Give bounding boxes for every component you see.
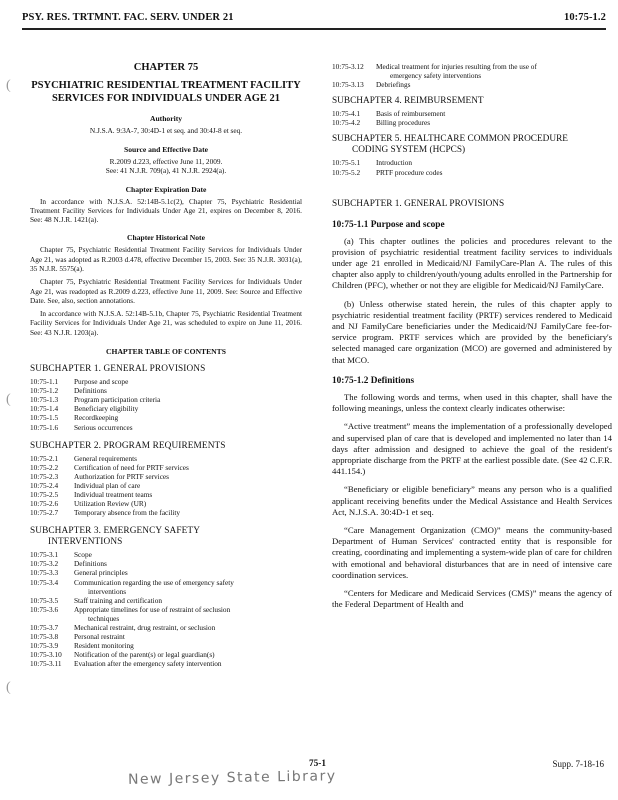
chapter-subtitle: PSYCHIATRIC RESIDENTIAL TREATMENT FACILITY SERVICES FOR INDIVIDUALS UNDER AGE 21: [31, 80, 301, 104]
toc-subchapter-5: SUBCHAPTER 5. HEALTHCARE COMMON PROCEDURE: [332, 134, 568, 145]
toc-subchapter-5-line2: CODING SYSTEM (HCPCS): [352, 145, 466, 156]
section-1-1-title: 10:75-1.1 Purpose and scope: [332, 219, 445, 230]
historical-note-2: Chapter 75, Psychiatric Residential Treatment Facility Services for Individuals Under Age 21, was readopted as R.2009 d.223, effective June 11, 2009. See: Source and Effective Date. See, also, section annotations.: [30, 277, 302, 305]
toc-item: 10:75-3.8 Personal restraint: [30, 632, 125, 642]
toc-item: 10:75-3.12 Medical treatment for injuries resulting from the use of: [332, 62, 537, 71]
toc-subchapter-1: SUBCHAPTER 1. GENERAL PROVISIONS: [30, 364, 206, 375]
historical-note-1: Chapter 75, Psychiatric Residential Treatment Facility Services for Individuals Under Age 21, was adopted as R.2003 d.478, effective December 15, 2003. See: 35 N.J.R. 3031(a), 35 N.J.R. 5575(a).: [30, 245, 302, 273]
section-1-1-b: (b) Unless otherwise stated herein, the rules of this chapter apply to psychiatric residential treatment facility (PRTF) services rendered to Medicaid and NJ FamilyCare beneficiaries under the Medicaid/NJ FamilyCare fee-for-service program. PRTF services which are provided by the beneficiary's selected managed care organization (MCO) are governed and administered by that MCO.: [332, 298, 612, 365]
definition-cmo: “Care Management Organization (CMO)” means the community-based Department of Human Services' contracted entity that is responsible for creating, coordinating and implementing a system-wide plan of care for children with emotional and behavioral disturbances that are in need of intensive care coordination services.: [332, 524, 612, 580]
toc-list-1: [30, 377, 302, 432]
toc-item: 10:75-3.13 Debriefings: [332, 80, 411, 90]
chapter-title: CHAPTER 75: [133, 62, 199, 73]
running-header: [22, 12, 606, 26]
toc-list-3: [30, 550, 302, 668]
toc-subchapter-4: SUBCHAPTER 4. REIMBURSEMENT: [332, 96, 484, 107]
toc-list-2: [30, 454, 302, 518]
toc-list-4: [332, 109, 612, 127]
toc-item: 10:75-3.4 Communication regarding the use of emergency safety: [30, 577, 234, 587]
toc-subchapter-2: SUBCHAPTER 2. PROGRAM REQUIREMENTS: [30, 440, 226, 451]
right-column: [332, 62, 612, 617]
section-1-2-intro: The following words and terms, when used in this chapter, shall have the following meanings, unless the context clearly indicates otherwise:: [332, 391, 612, 414]
toc-item: 10:75-1.4 Beneficiary eligibility: [30, 404, 139, 414]
toc-item: 10:75-3.9 Resident monitoring: [30, 641, 134, 651]
toc-subchapter-3-line2: INTERVENTIONS: [48, 537, 123, 548]
toc-item: 10:75-4.1 Basis of reimbursement: [332, 109, 446, 119]
expiration-text: In accordance with N.J.S.A. 52:14B-5.1c(2), Chapter 75, Psychiatric Residential Treatment Facility Services for Individuals Under Age 21, expires on December 8, 2016. See: 48 N.J.R. 1421(a).: [30, 196, 302, 225]
toc-item: 10:75-1.3 Program participation criteria: [30, 395, 161, 405]
toc-item: 10:75-3.1 Scope: [30, 550, 92, 560]
toc-item: 10:75-2.4 Individual plan of care: [30, 480, 141, 490]
toc-item: 10:75-3.2 Definitions: [30, 559, 107, 569]
authority-text: N.J.S.A. 9:3A-7, 30:4D-1 et seq. and 30:4J-8 et seq.: [89, 126, 243, 135]
toc-item: 10:75-3.10 Notification of the parent(s) or legal guardian(s): [30, 650, 215, 660]
toc-list-5: [332, 158, 612, 176]
source-line1: R.2009 d.223, effective June 11, 2009.: [109, 156, 223, 166]
toc-item: 10:75-3.11 Evaluation after the emergency safety intervention: [30, 659, 222, 669]
toc-item: 10:75-3.6 Appropriate timelines for use of restraint of seclusion: [30, 604, 231, 614]
section-1-1-a: (a) This chapter outlines the policies and procedures relevant to the provision of psychiatric residential treatment facility services to individuals under age 21 enrolled in Medicaid/NJ FamilyCare-Plan A. The rules of this chapter also apply to children/youth/young adults enrolled in the Partnership for Children (PFC), whether or not they are eligible for Medicaid/NJ FamilyCare.: [332, 235, 612, 291]
section-1-2-title: 10:75-1.2 Definitions: [332, 375, 415, 386]
source-heading: Source and Effective Date: [123, 144, 208, 154]
definition-active-treatment: “Active treatment” means the implementation of a professionally developed and supervised plan of care that is developed and implemented no later than 14 days after admission and designed to achieve the goal of the resident's appropriate discharge from the PRTF at the earliest possible date. (See 42 C.F.R. 441.154.): [332, 421, 612, 477]
toc-item: 10:75-3.3 General principles: [30, 568, 128, 578]
toc-item-continued: techniques: [88, 613, 120, 623]
toc-list-3-continued: [332, 62, 612, 89]
historical-note-3: In accordance with N.J.S.A. 52:14B-5.1b, Chapter 75, Psychiatric Residential Treatment Facility Services for Individuals Under Age 21, was scheduled to expire on June 11, 2016. See: 43 N.J.R. 1203(a).: [30, 309, 302, 337]
toc-item-continued: emergency safety interventions: [390, 71, 482, 81]
toc-item: 10:75-1.5 Recordkeeping: [30, 413, 119, 423]
source-line2: See: 41 N.J.R. 709(a), 41 N.J.R. 2924(a).: [105, 166, 227, 175]
definition-cms: “Centers for Medicare and Medicaid Services (CMS)” means the agency of the Federal Department of Health and: [332, 587, 612, 610]
expiration-heading: Chapter Expiration Date: [125, 184, 207, 194]
page-number: 75-1: [309, 759, 327, 769]
toc-item: 10:75-5.1 Introduction: [332, 158, 413, 168]
toc-item: 10:75-2.5 Individual treatment teams: [30, 490, 153, 499]
toc-item: 10:75-4.2 Billing procedures: [332, 118, 431, 128]
library-stamp: New Jersey State Library: [127, 768, 337, 788]
toc-title: CHAPTER TABLE OF CONTENTS: [106, 347, 226, 357]
toc-item: 10:75-3.5 Staff training and certification: [30, 595, 163, 605]
authority-heading: Authority: [149, 114, 183, 123]
toc-item: 10:75-1.2 Definitions: [30, 386, 107, 396]
header-rule: [22, 28, 606, 30]
toc-item: 10:75-1.1 Purpose and scope: [30, 377, 129, 387]
toc-subchapter-3: SUBCHAPTER 3. EMERGENCY SAFETY: [30, 526, 201, 537]
left-column: [30, 62, 302, 669]
toc-item: 10:75-2.3 Authorization for PRTF services: [30, 471, 170, 481]
toc-item: 10:75-2.2 Certification of need for PRTF services: [30, 462, 189, 472]
header-section: 10:75-1.2: [563, 12, 606, 23]
toc-item: 10:75-5.2 PRTF procedure codes: [332, 167, 443, 177]
definition-beneficiary: “Beneficiary or eligible beneficiary” means any person who is a qualified applicant receiving benefits under the Medical Assistance and Health Services Act, N.J.S.A. 30:4D-1 et seq.: [332, 484, 612, 517]
subchapter-1-heading: SUBCHAPTER 1. GENERAL PROVISIONS: [332, 198, 505, 209]
toc-item: 10:75-1.6 Serious occurrences: [30, 422, 133, 432]
margin-mark: (: [6, 78, 11, 93]
toc-item-continued: interventions: [88, 586, 127, 596]
margin-mark: (: [6, 392, 11, 407]
historical-heading: Chapter Historical Note: [127, 233, 205, 243]
toc-item: 10:75-3.7 Mechanical restraint, drug restraint, or seclusion: [30, 623, 216, 633]
toc-item: 10:75-2.6 Utilization Review (UR): [30, 499, 147, 509]
header-title: PSY. RES. TRTMNT. FAC. SERV. UNDER 21: [22, 12, 234, 23]
supplement-date: Supp. 7-18-16: [552, 759, 604, 769]
margin-mark: (: [6, 680, 11, 695]
toc-item: 10:75-2.7 Temporary absence from the facility: [30, 508, 181, 518]
toc-item: 10:75-2.1 General requirements: [30, 453, 138, 463]
